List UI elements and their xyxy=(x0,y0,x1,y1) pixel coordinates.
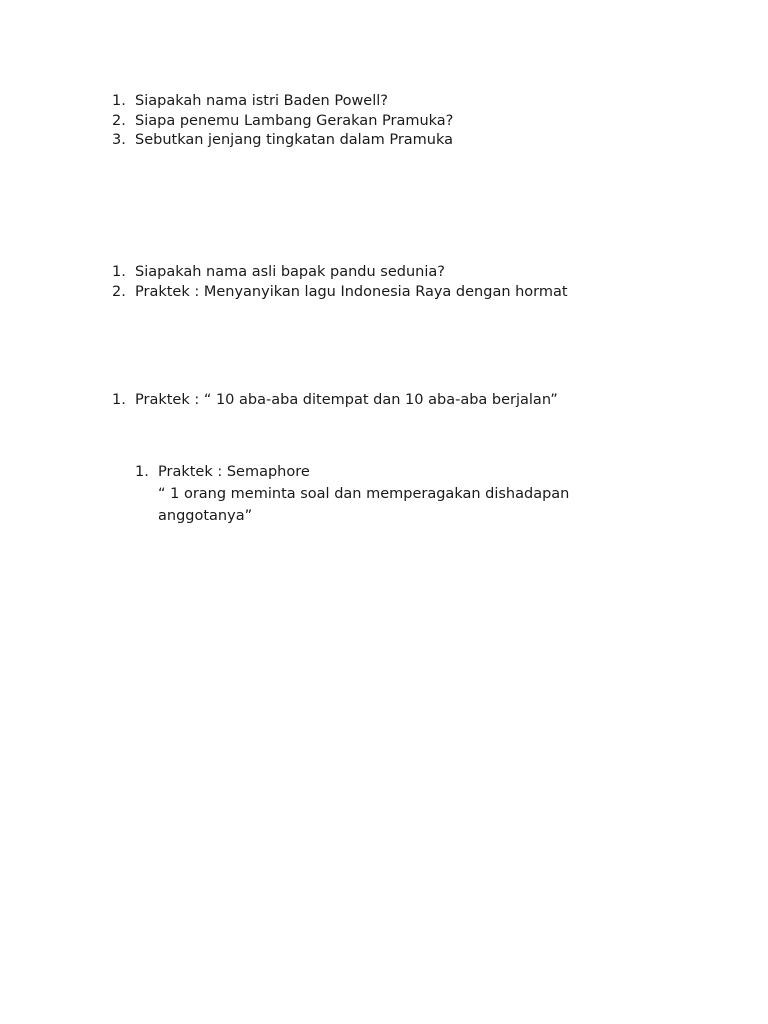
list-item xyxy=(112,263,568,283)
item-text-continuation: “ 1 orang meminta soal dan memperagakan dishadapan xyxy=(158,485,570,502)
list-item xyxy=(135,463,569,527)
question-list-4 xyxy=(135,463,569,527)
item-number: 2. xyxy=(112,112,126,129)
item-text: Praktek : Semaphore xyxy=(158,464,310,480)
list-item xyxy=(112,92,453,112)
question-list-3 xyxy=(112,391,558,411)
item-text: Praktek : Menyanyikan lagu Indonesia Raya dengan hormat xyxy=(135,283,568,300)
list-item xyxy=(112,391,558,411)
item-number: 1. xyxy=(135,464,149,480)
item-number: 1. xyxy=(112,392,126,408)
item-text-continuation: anggotanya” xyxy=(158,507,253,524)
item-number: 3. xyxy=(112,132,126,148)
item-text: Praktek : “ 10 aba-aba ditempat dan 10 aba-aba berjalan” xyxy=(135,392,558,408)
item-text: Siapakah nama istri Baden Powell? xyxy=(135,93,388,109)
list-item xyxy=(112,112,453,132)
list-item xyxy=(112,131,453,151)
item-text: Siapakah nama asli bapak pandu sedunia? xyxy=(135,264,445,280)
list-item xyxy=(112,283,568,303)
item-text: Siapa penemu Lambang Gerakan Pramuka? xyxy=(135,112,454,129)
question-list-1 xyxy=(112,92,453,151)
item-number: 2. xyxy=(112,283,126,300)
question-list-2 xyxy=(112,263,568,302)
item-number: 1. xyxy=(112,264,126,280)
item-text: Sebutkan jenjang tingkatan dalam Pramuka xyxy=(135,132,454,148)
item-number: 1. xyxy=(112,93,126,109)
